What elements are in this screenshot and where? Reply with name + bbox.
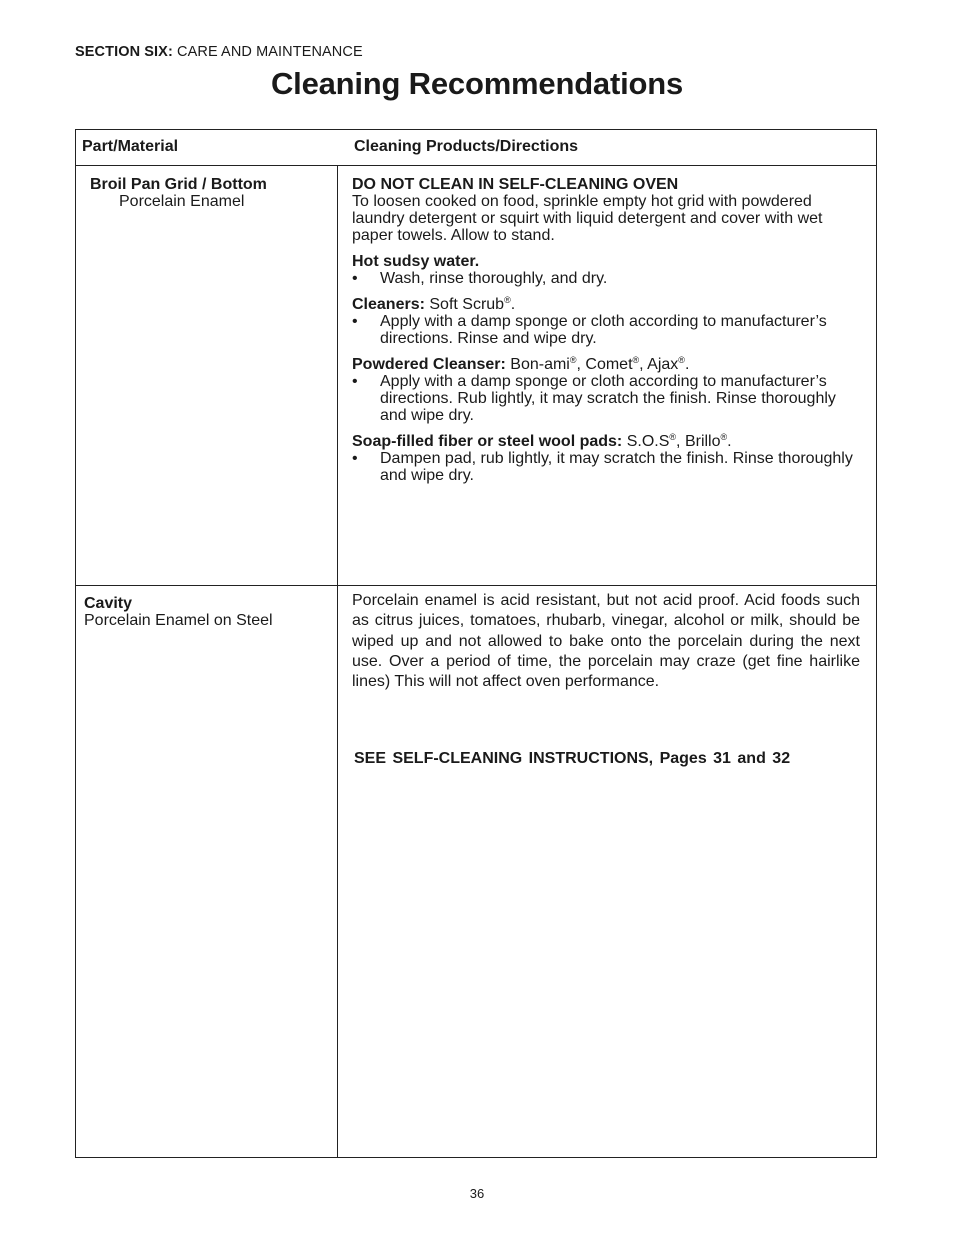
product-name: Ajax [647,356,679,373]
table-row-1-directions-cell [352,176,860,484]
table-row-1-part-cell [90,176,267,210]
registered-mark: ® [632,355,640,365]
part-name: Cavity [84,595,133,612]
registered-mark: ® [669,432,677,442]
method-suffix: . [684,356,690,373]
table-row-2-part-cell [84,595,273,629]
method-bullet: • Wash, rinse thoroughly, and dry. [352,270,860,287]
table-row-2-directions-cell: Porcelain enamel is acid resistant, but not acid proof. Acid foods such as citrus juices, tomatoes, rhubarb, vinegar, alcohol or milk, should be wiped up and not allowed to bake onto the porcelain during the next use. Over a period of time, the porcelain may craze (get fine hairlike lines) This will not affect oven performance. [352,592,860,691]
method-suffix: . [727,433,732,450]
page-number: 36 [469,1186,485,1201]
product-name: Soft Scrub [429,296,505,313]
product-name: S.O.S [626,433,670,450]
method-cleaners [352,296,860,347]
part-material: Porcelain Enamel on Steel [84,612,273,629]
intro-text: To loosen cooked on food, sprinkle empty hot grid with powdered laundry detergent or squirt with liquid detergent and cover with wet paper towels. Allow to stand. [352,193,823,244]
product-name: Comet [585,356,633,373]
registered-mark: ® [504,295,511,305]
table-header-row [76,130,876,166]
column-divider [337,166,338,1157]
column-header-directions: Cleaning Products/Directions [354,138,579,155]
method-steel-wool-pads: Soap-filled fiber or steel wool pads: S.O.S®, Brillo®. • Dampen pad, rub lightly, it may scratch the finish. Rinse thoroughly and wipe dry. [352,433,860,484]
method-powdered-cleanser: Powdered Cleanser: Bon-ami®, Comet®, Ajax®. • Apply with a damp sponge or cloth according to manufacturer’s directions. Rub lightly, it may scratch the finish. Rinse thoroughly and wipe dry. [352,356,860,424]
method-bullet: • Apply with a damp sponge or cloth according to manufacturer’s directions. Rub lightly, it may scratch the finish. Rinse thoroughly and wipe dry. [352,373,860,424]
method-heading: Hot sudsy water. [352,253,480,270]
method-heading: Soap-filled fiber or steel wool pads: [352,433,623,450]
method-hot-sudsy-water [352,253,860,287]
registered-mark: ® [720,432,728,442]
product-name: Brillo [684,433,721,450]
row-divider [76,585,876,586]
page-title: Cleaning Recommendations [270,66,684,101]
warning-text: DO NOT CLEAN IN SELF-CLEANING OVEN [352,176,679,193]
method-suffix: . [510,296,516,313]
method-heading: Powdered Cleanser: [352,356,506,373]
registered-mark: ® [569,355,577,365]
product-name: Bon-ami [510,356,570,373]
part-material: Porcelain Enamel [119,193,245,210]
column-header-part: Part/Material [82,138,179,155]
section-header [75,44,363,60]
section-label: SECTION SIX: [75,44,173,60]
method-heading: Cleaners: [352,296,425,313]
method-bullet: • Apply with a damp sponge or cloth according to manufacturer’s directions. Rinse and wipe dry. [352,313,860,347]
self-cleaning-note: SEE SELF-CLEANING INSTRUCTIONS, Pages 31 and 32 [354,750,791,767]
part-name: Broil Pan Grid / Bottom [90,176,267,193]
section-title: CARE AND MAINTENANCE [177,44,363,60]
registered-mark: ® [678,355,685,365]
cleaning-table [75,129,877,1158]
method-bullet: • Dampen pad, rub lightly, it may scratch the finish. Rinse thoroughly and wipe dry. [352,450,860,484]
